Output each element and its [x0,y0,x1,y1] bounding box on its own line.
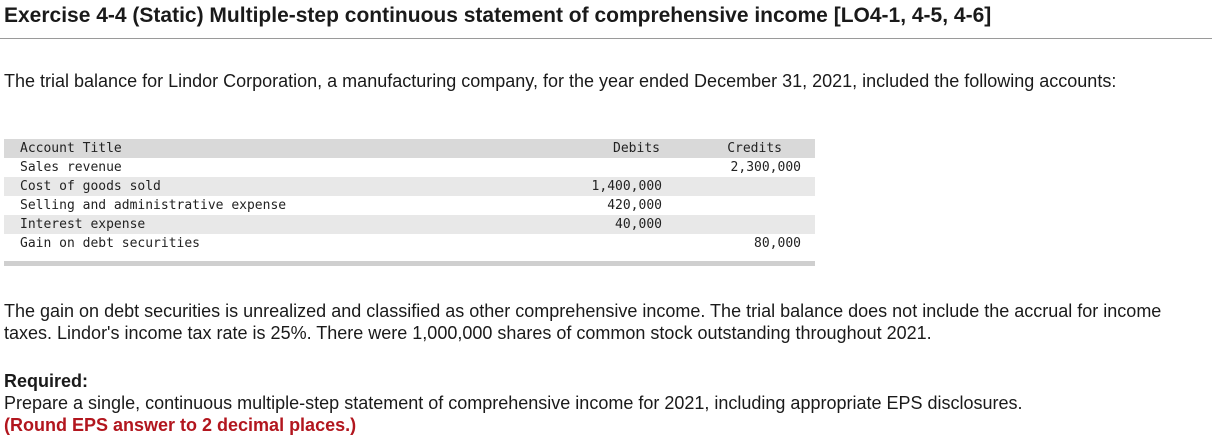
table-row [4,196,815,215]
table-row [4,158,815,177]
header-credits: Credits [727,141,782,156]
table-row [4,234,815,253]
account-name: Interest expense [20,217,146,232]
debit-value: 40,000 [615,217,662,232]
account-name: Selling and administrative expense [20,198,287,213]
exercise-title: Exercise 4-4 (Static) Multiple-step continuous statement of comprehensive income [LO4-1, 4-5, 4-6] [4,4,992,27]
credit-value: 80,000 [754,236,801,251]
credit-value: 2,300,000 [730,160,801,175]
header-account-title: Account Title [20,141,122,156]
rounding-instruction: (Round EPS answer to 2 decimal places.) [4,415,357,435]
title-divider [0,38,1212,39]
table-header-row [4,139,815,158]
trial-balance-table [4,139,815,266]
debit-value: 1,400,000 [591,179,662,194]
header-debits: Debits [613,141,660,156]
intro-paragraph: The trial balance for Lindor Corporation, a manufacturing company, for the year ended December 31, 2021, included the following accounts: [4,71,1117,91]
required-body: Prepare a single, continuous multiple-step statement of comprehensive income for 2021, including appropriate EPS disclosures. [4,393,1023,413]
table-row [4,177,815,196]
account-name: Gain on debt securities [20,236,201,251]
table-row [4,215,815,234]
debit-value: 420,000 [607,198,662,213]
table-bottom-border [4,261,815,266]
required-heading: Required: [4,371,89,391]
account-name: Cost of goods sold [20,179,161,194]
note-paragraph: The gain on debt securities is unrealized and classified as other comprehensive income. The trial balance does not include the accrual for income taxes. Lindor's income tax rate is 25%. There were 1,000,000 shares of common stock outstanding throughout 2021. [4,301,1162,343]
account-name: Sales revenue [20,160,122,175]
